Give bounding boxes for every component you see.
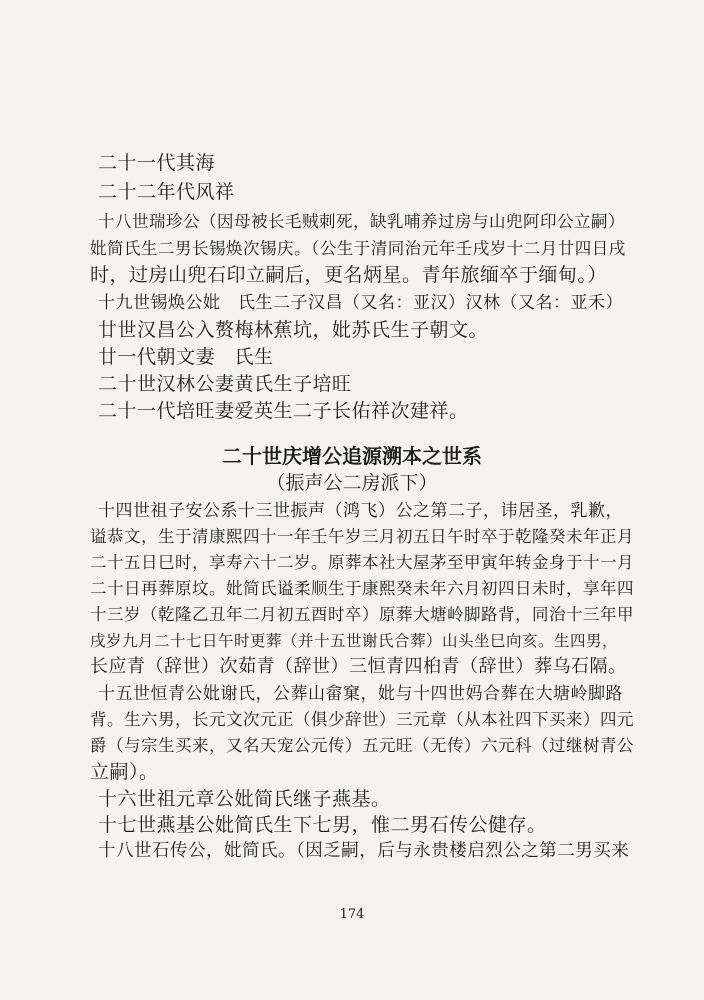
- text-line: 长应青（辞世）次茹青（辞世）三恒青四桕青（辞世）葬乌石隔。: [90, 656, 627, 677]
- text-line: 妣简氏生二男长锡焕次锡庆。（公生于清同治元年壬戌岁十二月廿四日戌: [90, 239, 626, 258]
- text-line: 二十五日巳时，享寿六十二岁。原葬本社大屋茅至甲寅年转金身于十一月: [90, 553, 634, 572]
- text-line: 二十一代培旺妻爱英生二子长佑祥次建祥。: [98, 400, 469, 422]
- text-line: 十八世石传公，妣简氏。（因乏嗣，后与永贵楼启烈公之第二男买来: [98, 841, 630, 861]
- text-line: 十四世祖子安公系十三世振声（鸿飞）公之第二子，讳居圣，乳歉，: [98, 501, 623, 521]
- section-title: 二十世庆增公追源溯本之世系: [222, 444, 482, 468]
- text-line: 二十一代其海: [98, 152, 216, 174]
- text-line: 立嗣）。: [90, 761, 159, 783]
- text-line: 爵（与宗生买来，又名天宠公元传）五元旺（无传）六元科（过继树青公: [90, 736, 634, 755]
- section-subtitle: （振声公二房派下）: [266, 472, 438, 494]
- text-line: 时，过房山兜石印立嗣后，更名炳星。青年旅缅卒于缅甸。）: [90, 264, 608, 286]
- text-line: 十八世瑞珍公（因母被长毛贼刺死，缺乳哺养过房与山兜阿印公立嗣）: [98, 212, 625, 231]
- text-line: 二十世汉林公妻黄氏生子培旺: [98, 373, 352, 395]
- text-line: 戌岁九月二十七日午时更葬（并十五世谢氏合葬）山头坐巳向亥。生四男，: [90, 632, 619, 650]
- text-line: 十六世祖元章公妣简氏继子燕基。: [98, 788, 391, 810]
- text-line: 背。生六男，长元文次元正（俱少辞世）三元章（从本社四下买来）四元: [90, 710, 634, 729]
- text-line: 十七世燕基公妣简氏生下七男，惟二男石传公健存。: [98, 814, 547, 836]
- text-line: 二十二年代风祥: [98, 181, 235, 203]
- text-line: 十五世恒青公妣谢氏，公葬山畲窠，妣与十四世妈合葬在大塘岭脚路: [98, 684, 623, 704]
- text-line: 十九世锡焕公妣 氏生二子汉昌（又名：亚汉）汉林（又名：亚禾）: [98, 293, 623, 313]
- text-line: 十三岁（乾隆乙丑年二月初五酉时卒）原葬大塘岭脚路背，同治十三年甲: [90, 605, 634, 624]
- text-line: 二十日再葬原坟。妣简氏谥柔顺生于康熙癸未年六月初四日未时，享年四: [90, 579, 634, 598]
- page-number: 174: [339, 907, 365, 922]
- text-line: 廿世汉昌公入赘梅林蕉坑，妣苏氏生子朝文。: [98, 319, 489, 341]
- text-line: 谥恭文，生于清康熙四十一年壬午岁三月初五日午时卒于乾隆癸未年正月: [90, 527, 634, 546]
- text-line: 廿一代朝文妻 氏生: [98, 346, 274, 368]
